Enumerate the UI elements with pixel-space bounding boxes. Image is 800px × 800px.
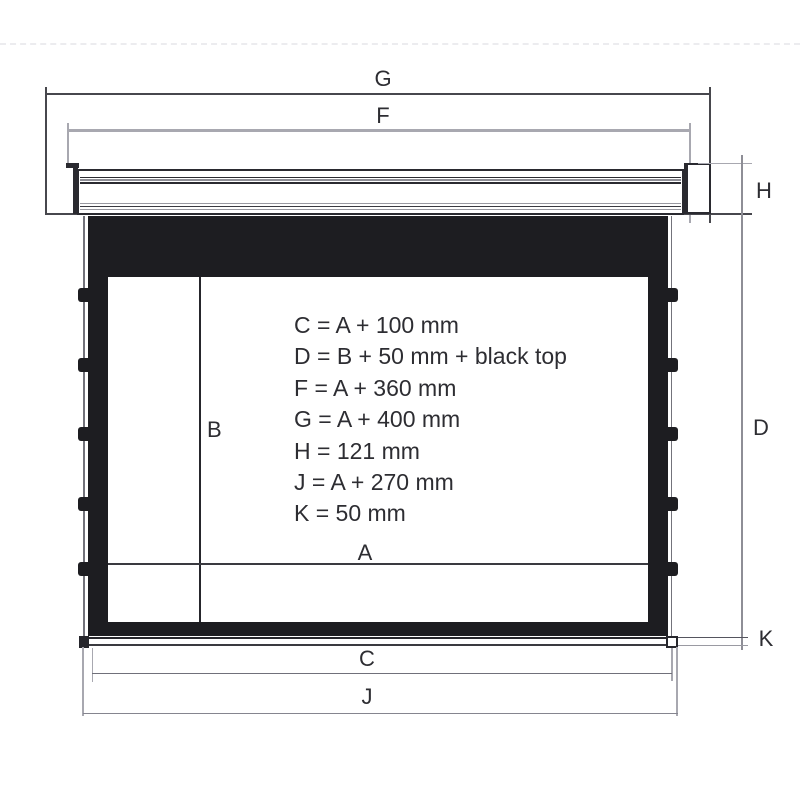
casing-endcap-right <box>684 163 711 215</box>
dim-line-g <box>45 93 711 95</box>
tension-tab <box>667 358 678 372</box>
dim-line-b <box>199 277 201 622</box>
tension-tab <box>78 358 89 372</box>
tension-tab <box>78 427 89 441</box>
casing-roller-line-2 <box>80 179 681 181</box>
extension-line-g-left <box>45 87 47 214</box>
formula-line: C = A + 100 mm <box>294 312 459 338</box>
bottom-bar-top-edge <box>79 637 670 639</box>
tension-tab <box>78 562 89 576</box>
extension-line-f-left <box>67 123 69 166</box>
k-dim-bottom-tick <box>678 645 748 647</box>
tension-tab <box>667 562 678 576</box>
tension-tab <box>667 288 678 302</box>
casing-slot-line-1 <box>80 203 681 204</box>
formula-line: F = A + 360 mm <box>294 374 457 401</box>
faint-artifact-line <box>0 43 800 45</box>
formula-line: K = 50 mm <box>294 500 406 527</box>
k-dim-top-tick <box>678 637 748 639</box>
dim-label-f: F <box>376 103 390 128</box>
extension-line-c-left <box>92 648 94 682</box>
extension-line-j-right <box>676 647 678 716</box>
h-d-dimension-line <box>741 155 743 650</box>
tension-tab <box>667 497 678 511</box>
casing-endcap-left <box>73 163 79 214</box>
dim-label-a: A <box>357 540 373 565</box>
formula-line: G = A + 400 mm <box>294 406 461 433</box>
formula-line: J = A + 270 mm <box>294 468 454 495</box>
dim-line-a <box>108 563 648 565</box>
extension-line-c-right <box>671 648 673 681</box>
tension-tab <box>667 427 678 441</box>
dim-label-j: J <box>361 684 373 709</box>
dim-line-j <box>83 713 678 715</box>
formula-line: D = B + 50 mm + black top <box>294 343 567 370</box>
casing-slot-line-2 <box>80 206 681 208</box>
casing-roller-line-3 <box>80 182 681 184</box>
dim-line-f <box>67 129 691 132</box>
dim-label-c: C <box>359 646 375 671</box>
casing-slot-line-3 <box>80 209 681 210</box>
dim-label-b: B <box>207 417 222 442</box>
tension-tab <box>78 288 89 302</box>
dim-line-c <box>92 673 672 675</box>
extension-line-j-left <box>82 647 84 716</box>
h-dim-top-tick <box>698 163 752 165</box>
dim-label-h: H <box>756 178 772 203</box>
dim-label-d: D <box>753 415 769 440</box>
formula-legend <box>294 310 567 530</box>
dim-label-k: K <box>758 626 774 651</box>
formula-line: H = 121 mm <box>294 437 420 464</box>
bottom-bar-endcap-left <box>79 636 89 648</box>
tension-tab <box>78 497 89 511</box>
bottom-bar-endcap-right <box>666 636 678 648</box>
dim-label-g: G <box>374 66 392 91</box>
casing-roller-line-1 <box>80 177 681 179</box>
